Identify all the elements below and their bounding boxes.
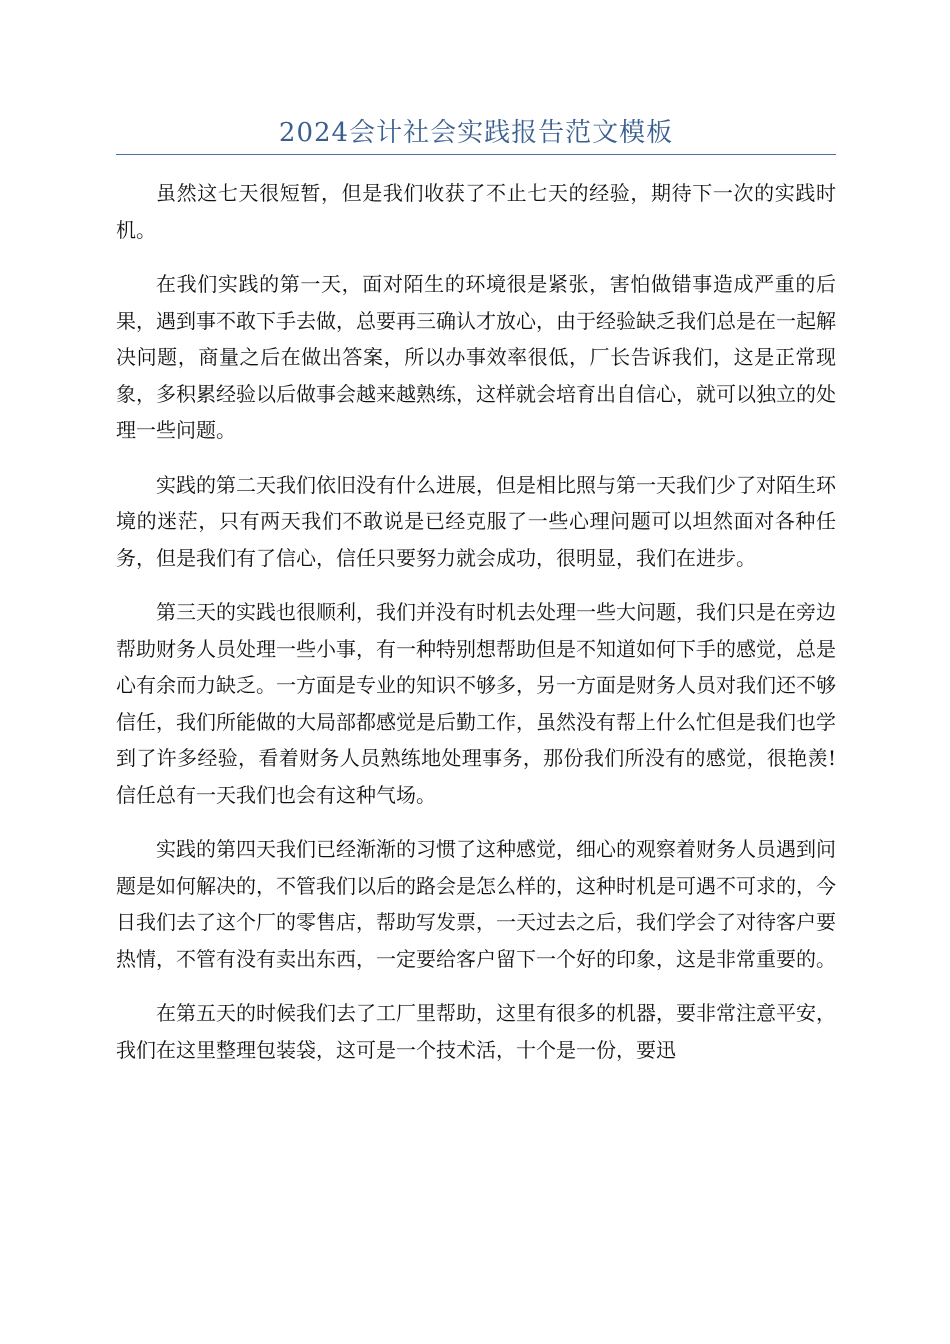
paragraph: 虽然这七天很短暂，但是我们收获了不止七天的经验，期待下一次的实践时机。 (116, 181, 836, 242)
paragraph: 第三天的实践也很顺利，我们并没有时机去处理一些大问题，我们只是在旁边帮助财务人员处理一些小事，有一种特别想帮助但是不知道如何下手的感觉，总是心有余而力缺乏。一方面是专业的知识不够多，另一方面是财务人员对我们还不够信任，我们所能做的大局部都感觉是后勤工作，虽然没有帮上什么忙但是我们也学到了许多经验，看着财务人员熟练地处理事务，那份我们所没有的感觉，很艳羡!信任总有一天我们也会有这种气场。 (116, 600, 836, 807)
paragraph: 实践的第二天我们依旧没有什么进展，但是相比照与第一天我们少了对陌生环境的迷茫，只有两天我们不敢说是已经克服了一些心理问题可以坦然面对各种任务，但是我们有了信心，信任只要努力就会成功，很明显，我们在进步。 (116, 472, 836, 570)
document-page (116, 0, 836, 1086)
document-title: 2024会计社会实践报告范文模板 (278, 118, 674, 148)
title-underline (116, 154, 836, 155)
document-body (116, 175, 836, 1068)
paragraph: 实践的第四天我们已经渐渐的习惯了这种感觉，细心的观察着财务人员遇到问题是如何解决的，不管我们以后的路会是怎么样的，这种时机是可遇不可求的，今日我们去了这个厂的零售店，帮助写发票，一天过去之后，我们学会了对待客户要热情，不管有没有卖出东西，一定要给客户留下一个好的印象，这是非常重要的。 (116, 837, 836, 971)
paragraph: 在我们实践的第一天，面对陌生的环境很是紧张，害怕做错事造成严重的后果，遇到事不敢下手去做，总要再三确认才放心，由于经验缺乏我们总是在一起解决问题，商量之后在做出答案，所以办事效率很低，厂长告诉我们，这是正常现象，多积累经验以后做事会越来越熟练，这样就会培育出自信心，就可以独立的处理一些问题。 (116, 272, 836, 442)
paragraph: 在第五天的时候我们去了工厂里帮助，这里有很多的机器，要非常注意平安，我们在这里整理包装袋，这可是一个技术活，十个是一份，要迅 (116, 1001, 836, 1062)
